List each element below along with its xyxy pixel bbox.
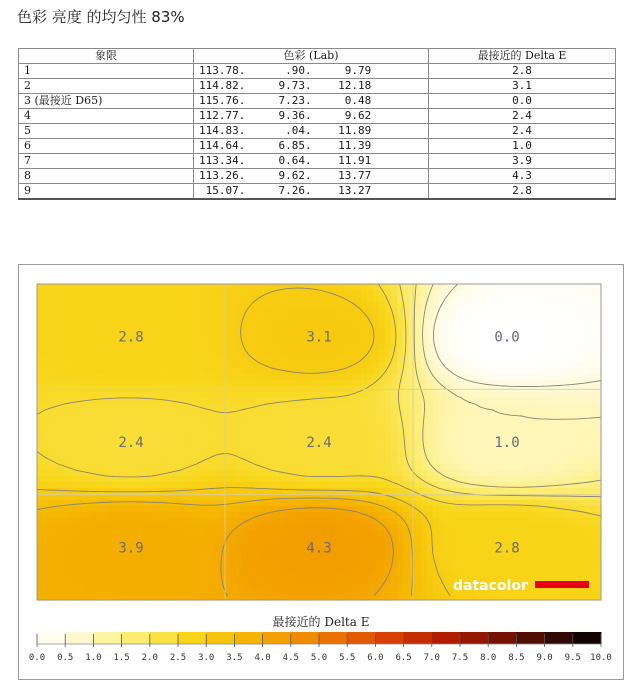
zone-cell: 5 [19, 124, 194, 139]
scale-tick-label: 7.0 [423, 653, 440, 663]
scale-swatch [573, 632, 602, 644]
table-row [19, 79, 616, 94]
scale-tick-label: 1.5 [113, 653, 130, 663]
scale-tick-label: 9.0 [536, 653, 553, 663]
delta-e-cell: 3.1 [429, 79, 616, 94]
cell-value-label: 3.9 [118, 540, 144, 557]
lab-cell: 114.82. 9.73. 12.18 [194, 79, 429, 94]
scale-tick-label: 0.0 [28, 653, 46, 663]
scale-tick-label: 3.5 [226, 653, 243, 663]
cell-value-label: 4.3 [306, 540, 332, 557]
table-row [19, 64, 616, 79]
zone-cell: 8 [19, 169, 194, 184]
datacolor-logo: datacolor [453, 578, 528, 594]
scale-tick-label: 1.0 [85, 653, 102, 663]
table-header-row [19, 49, 616, 64]
scale-tick-label: 6.5 [395, 653, 412, 663]
delta-e-cell: 4.3 [429, 169, 616, 184]
zone-cell: 2 [19, 79, 194, 94]
table-row [19, 124, 616, 139]
lab-cell: 15.07. 7.26. 13.27 [194, 184, 429, 200]
zone-cell: 3 (最接近 D65) [19, 94, 194, 109]
scale-tick-label: 8.5 [508, 653, 525, 663]
scale-tick-label: 5.0 [310, 653, 328, 663]
scale-swatch [65, 632, 94, 644]
zone-cell: 1 [19, 64, 194, 79]
cell-value-label: 3.1 [306, 329, 332, 346]
scale-tick-label: 9.5 [564, 653, 581, 663]
legend-title: 最接近的 Delta E [272, 615, 370, 629]
scale-tick-label: 7.5 [451, 653, 469, 663]
scale-tick-label: 5.5 [339, 653, 356, 663]
page-title: 色彩 亮度 的均匀性 83% [17, 8, 185, 26]
table-row [19, 94, 616, 109]
scale-swatch [432, 632, 461, 644]
scale-swatch [347, 632, 376, 644]
cell-value-label: 0.0 [494, 329, 520, 346]
scale-swatch [93, 632, 122, 644]
delta-e-cell: 2.8 [429, 184, 616, 200]
cell-value-label: 2.8 [118, 329, 144, 346]
scale-swatch [319, 632, 348, 644]
scale-swatch [375, 632, 404, 644]
table-row [19, 154, 616, 169]
lab-cell: 113.34. 0.64. 11.91 [194, 154, 429, 169]
lab-cell: 112.77. 9.36. 9.62 [194, 109, 429, 124]
zone-cell: 7 [19, 154, 194, 169]
datacolor-logo-bar [535, 581, 589, 588]
heatmap-panel [18, 264, 624, 680]
scale-swatch [460, 632, 489, 644]
scale-swatch [37, 632, 66, 644]
scale-swatch [150, 632, 179, 644]
scale-tick-label: 10.0 [590, 653, 612, 663]
cell-value-label: 2.4 [118, 435, 144, 451]
cell-value-label: 2.8 [494, 540, 520, 557]
scale-swatch [178, 632, 207, 644]
delta-e-cell: 2.4 [429, 109, 616, 124]
scale-swatch [488, 632, 517, 644]
scale-swatch [122, 632, 151, 644]
zone-cell: 9 [19, 184, 194, 200]
scale-swatch [404, 632, 433, 644]
scale-swatch [234, 632, 263, 644]
zone-cell: 6 [19, 139, 194, 154]
scale-swatch [516, 632, 545, 644]
scale-tick-label: 2.5 [169, 653, 187, 663]
lab-cell: 113.26. 9.62. 13.77 [194, 169, 429, 184]
scale-swatch [206, 632, 235, 644]
scale-swatch [263, 632, 292, 644]
header-delta-e: 最接近的 Delta E [429, 49, 616, 64]
header-lab: 色彩 (Lab) [194, 49, 429, 64]
scale-swatch [545, 632, 574, 644]
header-zone: 象限 [19, 49, 194, 64]
table-row [19, 139, 616, 154]
delta-e-cell: 1.0 [429, 139, 616, 154]
scale-tick-label: 0.5 [57, 653, 74, 663]
table-row [19, 109, 616, 124]
cell-value-label: 1.0 [494, 435, 520, 451]
scale-tick-label: 4.0 [254, 653, 271, 663]
lab-cell: 115.76. 7.23. 0.48 [194, 94, 429, 109]
delta-e-cell: 0.0 [429, 94, 616, 109]
cell-value-label: 2.4 [306, 435, 332, 451]
zone-cell: 4 [19, 109, 194, 124]
delta-e-cell: 2.4 [429, 124, 616, 139]
table-row [19, 169, 616, 184]
lab-cell: 113.78. .90. 9.79 [194, 64, 429, 79]
heatmap-chart [19, 265, 623, 679]
scale-tick-label: 2.0 [141, 653, 158, 663]
scale-swatch [291, 632, 320, 644]
uniformity-table [18, 48, 616, 200]
lab-cell: 114.83. .04. 11.89 [194, 124, 429, 139]
table-row [19, 184, 616, 200]
scale-tick-label: 3.0 [198, 653, 215, 663]
scale-tick-label: 8.0 [480, 653, 497, 663]
delta-e-cell: 2.8 [429, 64, 616, 79]
lab-cell: 114.64. 6.85. 11.39 [194, 139, 429, 154]
scale-tick-label: 4.5 [282, 653, 299, 663]
scale-tick-label: 6.0 [367, 653, 384, 663]
delta-e-cell: 3.9 [429, 154, 616, 169]
